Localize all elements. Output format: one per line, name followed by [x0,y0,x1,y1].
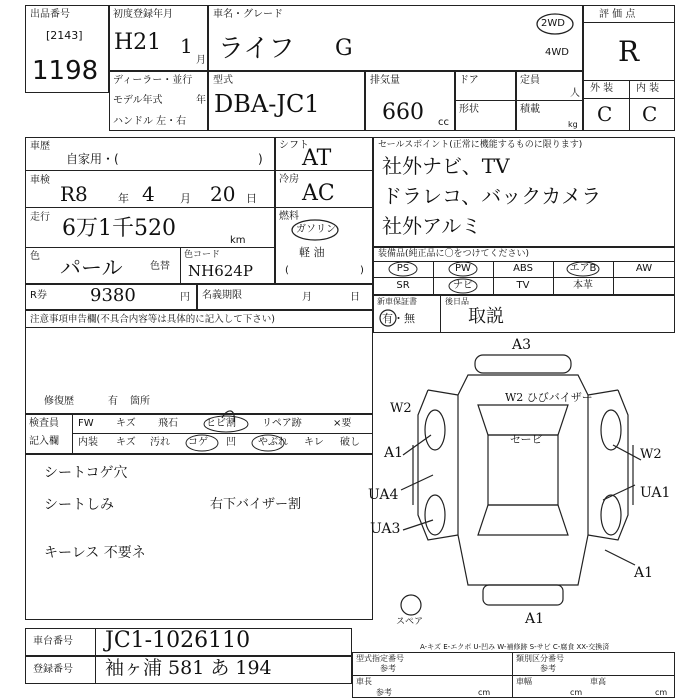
inspect-label: 検査員 [29,418,59,429]
equip-tv: TV [516,280,530,291]
color-tone-label: 色替 [150,261,170,272]
load-label: 積載 [520,104,540,115]
check-row2-4: やぶれ [258,437,288,448]
inspection-day: 20 [210,182,236,206]
mileage-unit: km [230,235,246,246]
score-label: 評 価 点 [599,9,636,20]
equip-ps: PS [396,263,410,274]
model-year-unit: 年 [196,95,206,106]
inspection-label: 車検 [30,175,50,186]
repair-label: 修復歴 [44,396,74,407]
check-row2-1: 汚れ [150,437,170,448]
mileage-value: 6万1千520 [62,216,176,241]
check-row1-4: ×要 [333,418,352,429]
chassis-label: 車台番号 [33,636,73,647]
interior-label: 内 装 [636,83,660,94]
warranty-book-value: 有・無 [382,312,415,325]
check-row2-3: 凹 [226,437,236,448]
dmg-front-note: W2 ひびバイザー [505,391,593,404]
dmg-roof-note: セービ [510,433,543,446]
inspection-year-unit: 年 [118,192,129,205]
later-items-value: 取説 [468,306,504,327]
dmg-w2-right: W2 [640,447,662,462]
checklist-circles [72,414,372,454]
recycle-value: 9380 [90,285,136,306]
lot-number: 1198 [32,56,99,86]
equip-airbag: エアB [569,263,597,274]
check-interior: 内装 [78,437,98,448]
legend-length-label: 車長 [356,677,372,686]
capacity-label: 定員 [520,75,540,86]
legend-class-ref: 参考 [540,664,556,673]
dmg-a1-left: A1 [384,445,404,461]
legend-length-cm: cm [478,688,491,697]
name-label: 車名・グレード [213,9,283,20]
inspection-month: 4 [142,182,155,206]
model-year-label: モデル年式 [113,95,163,106]
check-fw: FW [78,418,94,429]
cc-unit: cc [438,117,449,128]
sales-point-line1: 社外ナビ、TV [382,154,510,178]
legend-codes: A-キズ E-エクボ U-凹み W-補修跡 S-サビ C-腐食 XX-交換済 [420,643,610,651]
warranty-month: 月 [302,292,312,303]
legend-width-cm: cm [570,688,583,697]
fuel-diesel: 軽 油 [299,246,325,259]
sales-point-line3: 社外アルミ [382,214,482,238]
dmg-w2-left: W2 [390,401,412,416]
equip-navi: ナビ [453,280,473,291]
month-unit: 月 [196,55,206,66]
model-code: DBA-JC1 [214,90,320,118]
legend-length-ref: 参考 [376,688,392,697]
inspection-day-unit: 日 [246,192,257,205]
auction-sheet: 出品番号 [2143] 1198 初度登録年月 H21 1 月 ディーラー・並行 モデル年式 年 ハンドル 左・右 車名・グレード ライフ G 2WD 4WD 型式 DBA-JC1 排気量 660 cc ドア 形状 定員 人 積載 kg 評 価 点 R 外 装 内 装 C C 車歴 自家用・( ) 車検 R8 年 4 月 20 日 走行 6万1千520 km 色 パール 色替 色コード NH624P シフト AT 冷房 AC 燃料 ガソリン 軽 油 ( ) セールスポイント(正常に機能するものに限ります) 社外ナビ、TV ドラレコ、バックカメラ 社外アルミ 装備品(純正品に〇をつけてください) PS PW ABS エアB AW SR ナビ TV 本革 R券 9380 円 名義期限 月 日 注意事項申告欄(不具合内容等は具体的に記入して下さい) 修復歴 有 箇所 検査員 記入欄 FW キズ 飛石 ヒビ割 リペア跡 ×要 内装 キズ 汚れ コゲ 凹 やぶれ キレ 破し シートコゲ穴 シートしみ 右下バイザー割 キーレス 不要ネ 新車保証書 有・無 後日品 取説 A3 W2 W2 ひびバイザー セービ W2 A1 UA4 UA1 UA3 A1 A1 スペア 車台番号 JC1-1026110 登録番号 袖ヶ浦 581 あ 194 A-キズ E-エクボ U-凹み W-補修跡 S-サビ C-腐食 XX-交換済 型式指定番号 参考 類別区分番号 参考 車長 参考 cm 車幅 cm 車高 cm [0,0,700,700]
spare-label: スペア [396,617,424,627]
dmg-a1-rear: A1 [525,611,545,627]
shape-label: 形状 [459,104,479,115]
exterior-grade: C [597,102,613,126]
legend-type-label: 型式指定番号 [356,654,404,663]
chassis-value: JC1-1026110 [105,628,251,653]
car-grade: G [335,36,353,61]
history-label: 車歴 [30,141,50,152]
displacement-value: 660 [382,100,424,125]
check-row1-1: 飛石 [158,418,178,429]
interior-grade: C [642,102,658,126]
fuel-gasoline: ガソリン [296,224,336,235]
handle-label: ハンドル 左・右 [113,116,187,127]
first-reg-label: 初度登録年月 [113,9,173,20]
check-row1-0: キズ [116,418,136,429]
lot-code: [2143] [46,29,83,42]
type-label: 型式 [213,75,233,86]
equip-aw: AW [635,263,653,274]
history-value: 自家用・( [66,152,119,166]
shift-value: AT [302,146,332,171]
warranty-yes-circle [378,308,398,328]
equipment-circles [373,261,613,295]
notes-box [25,310,373,414]
legend-class-label: 類別区分番号 [516,654,564,663]
inspector-note-4: キーレス 不要ネ [44,545,146,561]
color-label: 色 [30,251,40,262]
equip-sr: SR [396,280,410,291]
ac-value: AC [302,181,335,206]
equip-pw: PW [455,263,471,274]
check-row1-2: ヒビ割 [206,418,236,429]
repair-yes: 有 [108,396,118,407]
drive-2wd: 2WD [541,18,565,29]
warranty-day: 日 [350,292,360,303]
recycle-yen: 円 [180,292,190,303]
equip-leather: 本革 [573,280,593,291]
inspection-month-unit: 月 [180,192,191,205]
color-code-label: 色コード [184,250,221,260]
displacement-label: 排気量 [370,75,400,86]
car-damage-diagram [373,335,673,625]
ac-label: 冷房 [279,174,299,185]
dmg-ua1: UA1 [640,485,671,501]
equip-abs: ABS [513,263,533,274]
exterior-label: 外 装 [590,83,614,94]
first-reg-month: 1 [180,34,193,58]
score-value: R [618,35,640,68]
legend-type-ref: 参考 [380,664,396,673]
check-row1-3: リペア跡 [262,418,302,429]
color-value: パール [60,256,123,280]
registration-label: 登録番号 [33,664,73,675]
repair-place: 箇所 [130,396,150,407]
persons-unit: 人 [570,88,580,99]
warranty-book-label: 新車保証書 [377,297,417,306]
door-label: ドア [459,75,479,86]
registration-value: 袖ヶ浦 581 あ 194 [105,657,272,679]
inspector-note-2: シートしみ [44,497,114,513]
dmg-ua4: UA4 [368,487,399,503]
shift-label: シフト [279,140,309,151]
check-row2-5: キレ [304,437,324,448]
kg-unit: kg [568,120,578,129]
mileage-label: 走行 [30,212,50,223]
check-row2-0: キズ [116,437,136,448]
inspection-era: R8 [60,182,88,206]
sales-point-line2: ドラレコ、バックカメラ [382,184,602,208]
color-code: NH624P [188,262,253,280]
dmg-a1-right: A1 [634,565,654,581]
legend-height-cm: cm [655,688,668,697]
check-row2-6: 破し [340,437,360,448]
fuel-label: 燃料 [279,211,299,222]
car-name: ライフ [218,34,295,64]
legend-height-label: 車高 [590,677,606,686]
dealer-label: ディーラー・並行 [113,75,193,86]
equipment-header: 装備品(純正品に〇をつけてください) [378,249,530,259]
dmg-ua3: UA3 [370,521,401,537]
inspector-note-3: 右下バイザー割 [210,497,302,512]
sales-point-header: セールスポイント(正常に機能するものに限ります) [378,140,583,150]
history-close-paren: ) [258,152,263,166]
check-row2-2: コゲ [188,437,208,448]
later-items-label: 後日品 [445,297,469,306]
record-label: 記入欄 [29,436,59,447]
legend-width-label: 車幅 [516,677,532,686]
lot-label: 出品番号 [30,9,70,20]
notes-header: 注意事項申告欄(不具合内容等は具体的に記入して下さい) [30,314,275,325]
recycle-label: R券 [30,290,47,301]
warranty-label: 名義期限 [202,290,242,301]
warranty-book-box [373,295,675,333]
drive-4wd: 4WD [545,47,569,58]
inspector-note-1: シートコゲ穴 [44,465,128,481]
first-reg-year: H21 [114,30,162,55]
dmg-a3: A3 [512,337,532,353]
